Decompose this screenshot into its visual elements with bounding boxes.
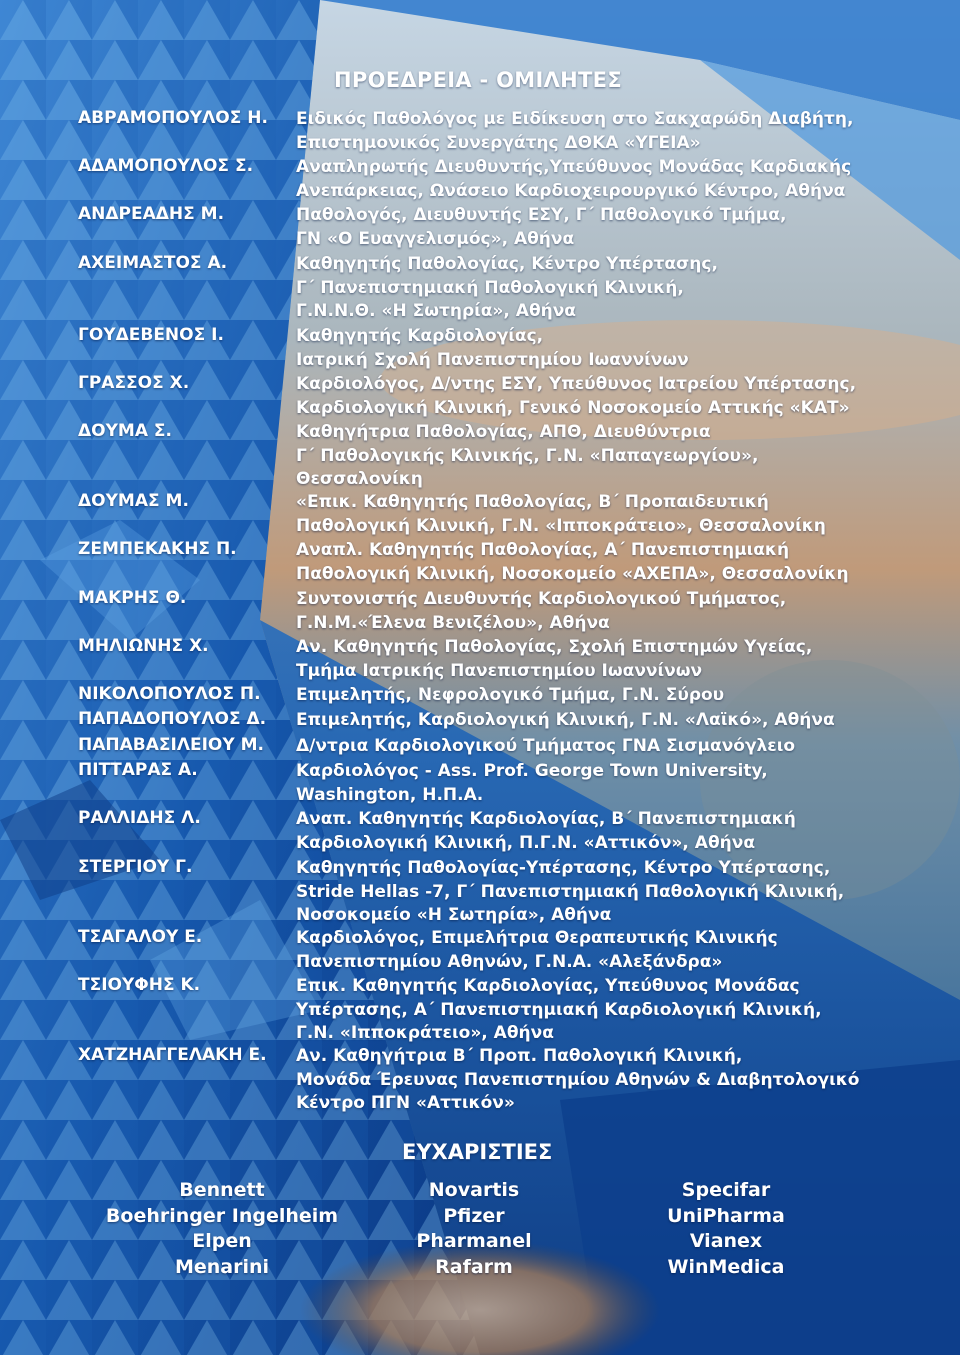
speaker-name: ΤΣΙΟΥΦΗΣ Κ.: [78, 975, 201, 995]
speaker-name: ΠΑΠΑΔΟΠΟΥΛΟΣ Δ.: [78, 709, 267, 729]
speaker-name: ΓΡΑΣΣΟΣ Χ.: [78, 373, 190, 393]
speaker-affiliation: Επιμελητής, Καρδιολογική Κλινική, Γ.Ν. «Λαϊκό», Αθήνα: [296, 710, 835, 730]
speakers-title: ΠΡΟΕΔΡΕΙΑ - ΟΜΙΛΗΤΕΣ: [334, 68, 622, 92]
speaker-name: ΜΗΛΙΩΝΗΣ Χ.: [78, 636, 209, 656]
speaker-name: ΖΕΜΠΕΚΑΚΗΣ Π.: [78, 539, 237, 559]
speaker-affiliation: Καρδιολόγος, Επιμελήτρια Θεραπευτικής Κλινικής Πανεπιστημίου Αθηνών, Γ.Ν.Α. «Αλεξάνδρα»: [296, 928, 778, 972]
speaker-affiliation: Συντονιστής Διευθυντής Καρδιολογικού Τμήματος, Γ.Ν.Μ.«Έλενα Βενιζέλου», Αθήνα: [296, 589, 787, 633]
speaker-name: ΠΙΤΤΑΡΑΣ Α.: [78, 760, 198, 780]
speaker-affiliation: Επιμελητής, Νεφρολογικό Τμήμα, Γ.Ν. Σύρου: [296, 685, 725, 705]
speaker-affiliation: Καρδιολόγος - Ass. Prof. George Town University, Washington, Η.Π.Α.: [296, 761, 768, 805]
speaker-affiliation: Καθηγητής Καρδιολογίας, Ιατρική Σχολή Πανεπιστημίου Ιωαννίνων: [296, 326, 689, 370]
speaker-affiliation: Καθηγητής Παθολογίας, Κέντρο Υπέρτασης, Γ΄ Πανεπιστημιακή Παθολογική Κλινική, Γ.Ν.Ν.Θ. «Η Σωτηρία», Αθήνα: [296, 254, 718, 321]
sponsor-name: Elpen: [192, 1230, 252, 1252]
speaker-name: ΔΟΥΜΑΣ Μ.: [78, 491, 189, 511]
speaker-name: ΑΝΔΡΕΑΔΗΣ Μ.: [78, 204, 225, 224]
speaker-affiliation: Καρδιολόγος, Δ/ντης ΕΣΥ, Υπεύθυνος Ιατρείου Υπέρτασης, Καρδιολογική Κλινική, Γενικό Νοσοκομείο Αττικής «ΚΑΤ»: [296, 374, 857, 418]
speaker-name: ΡΑΛΛΙΔΗΣ Λ.: [78, 808, 201, 828]
speaker-name: ΑΒΡΑΜΟΠΟΥΛΟΣ Η.: [78, 108, 268, 128]
speaker-affiliation: «Επικ. Καθηγητής Παθολογίας, Β΄ Προπαιδευτική Παθολογική Κλινική, Γ.Ν. «Ιπποκράτειο», Θεσσαλονίκη: [296, 492, 826, 536]
sponsor-name: Boehringer Ingelheim: [105, 1204, 339, 1227]
speaker-name: ΧΑΤΖΗΑΓΓΕΛΑΚΗ Ε.: [78, 1045, 267, 1065]
sponsors-left-column: [102, 1178, 342, 1280]
speaker-name: ΓΟΥΔΕΒΕΝΟΣ Ι.: [78, 325, 224, 345]
sponsors-right-column: [626, 1178, 826, 1280]
sponsor-name: Vianex: [689, 1230, 763, 1252]
speaker-name: ΔΟΥΜΑ Σ.: [78, 421, 172, 441]
speaker-name: ΤΣΑΓΑΛΟΥ Ε.: [78, 927, 203, 947]
speaker-affiliation: Παθολογός, Διευθυντής ΕΣΥ, Γ΄ Παθολογικό Τμήμα, ΓΝ «Ο Ευαγγελισμός», Αθήνα: [296, 205, 787, 249]
sponsor-name: UniPharma: [667, 1204, 785, 1227]
speaker-name: ΑΧΕΙΜΑΣΤΟΣ Α.: [78, 253, 228, 273]
speaker-affiliation: Αν. Καθηγητής Παθολογίας, Σχολή Επιστημών Υγείας, Τμήμα Ιατρικής Πανεπιστημίου Ιωαννίνων: [296, 637, 813, 681]
sponsor-name: Bennett: [179, 1179, 265, 1201]
thanks-title: ΕΥΧΑΡΙΣΤΙΕΣ: [402, 1140, 553, 1164]
speaker-name: ΝΙΚΟΛΟΠΟΥΛΟΣ Π.: [78, 684, 261, 704]
speaker-affiliation: Αναπλ. Καθηγητής Παθολογίας, Α΄ Πανεπιστημιακή Παθολογική Κλινική, Νοσοκομείο «ΑΧΕΠΑ», Θεσσαλονίκη: [296, 540, 849, 584]
speaker-affiliation: Ειδικός Παθολόγος με Ειδίκευση στο Σακχαρώδη Διαβήτη, Επιστημονικός Συνεργάτης ΔΘΚΑ «ΥΓΕΙΑ»: [296, 109, 854, 153]
sponsor-name: Specifar: [681, 1179, 771, 1201]
sponsor-name: Menarini: [174, 1255, 270, 1278]
speaker-affiliation: Καθηγήτρια Παθολογίας, ΑΠΘ, Διευθύντρια Γ΄ Παθολογικής Κλινικής, Γ.Ν. «Παπαγεωργίου», Θεσσαλονίκη: [296, 422, 759, 489]
sponsor-name: WinMedica: [667, 1255, 785, 1278]
sponsor-name: Novartis: [428, 1179, 520, 1201]
sponsor-name: Pharmanel: [416, 1230, 532, 1252]
speaker-affiliation: Αν. Καθηγήτρια Β΄ Προπ. Παθολογική Κλινική, Μονάδα Έρευνας Πανεπιστημίου Αθηνών & Διαβητολογικό Κέντρο ΠΓΝ «Αττικόν»: [296, 1046, 860, 1113]
sponsors-center-column: [374, 1178, 574, 1280]
speaker-affiliation: Καθηγητής Παθολογίας-Υπέρτασης, Κέντρο Υπέρτασης, Stride Hellas -7, Γ΄ Πανεπιστημιακή Παθολογική Κλινική, Νοσοκομείο «Η Σωτηρία», Αθήνα: [296, 858, 845, 925]
sponsor-name: Rafarm: [435, 1255, 513, 1278]
speaker-name: ΠΑΠΑΒΑΣΙΛΕΙΟΥ Μ.: [78, 735, 264, 755]
sponsor-name: Pfizer: [443, 1204, 505, 1227]
speaker-name: ΜΑΚΡΗΣ Θ.: [78, 588, 187, 608]
speaker-affiliation: Αναπληρωτής Διευθυντής,Υπεύθυνος Μονάδας Καρδιακής Ανεπάρκειας, Ωνάσειο Καρδιοχειρουργικό Κέντρο, Αθήνα: [296, 157, 852, 201]
speaker-name: ΑΔΑΜΟΠΟΥΛΟΣ Σ.: [78, 156, 254, 176]
speaker-affiliation: Δ/ντρια Καρδιολογικού Τμήματος ΓΝΑ Σισμανόγλειο: [296, 736, 796, 756]
speaker-affiliation: Επικ. Καθηγητής Καρδιολογίας, Υπεύθυνος Μονάδας Υπέρτασης, Α΄ Πανεπιστημιακή Καρδιολογική Κλινική, Γ.Ν. «Ιπποκράτειο», Αθήνα: [296, 976, 822, 1043]
speaker-affiliation: Αναπ. Καθηγητής Καρδιολογίας, Β΄ Πανεπιστημιακή Καρδιολογική Κλινική, Π.Γ.Ν. «Αττικόν», Αθήνα: [296, 809, 796, 853]
speaker-name: ΣΤΕΡΓΙΟΥ Γ.: [78, 857, 193, 877]
